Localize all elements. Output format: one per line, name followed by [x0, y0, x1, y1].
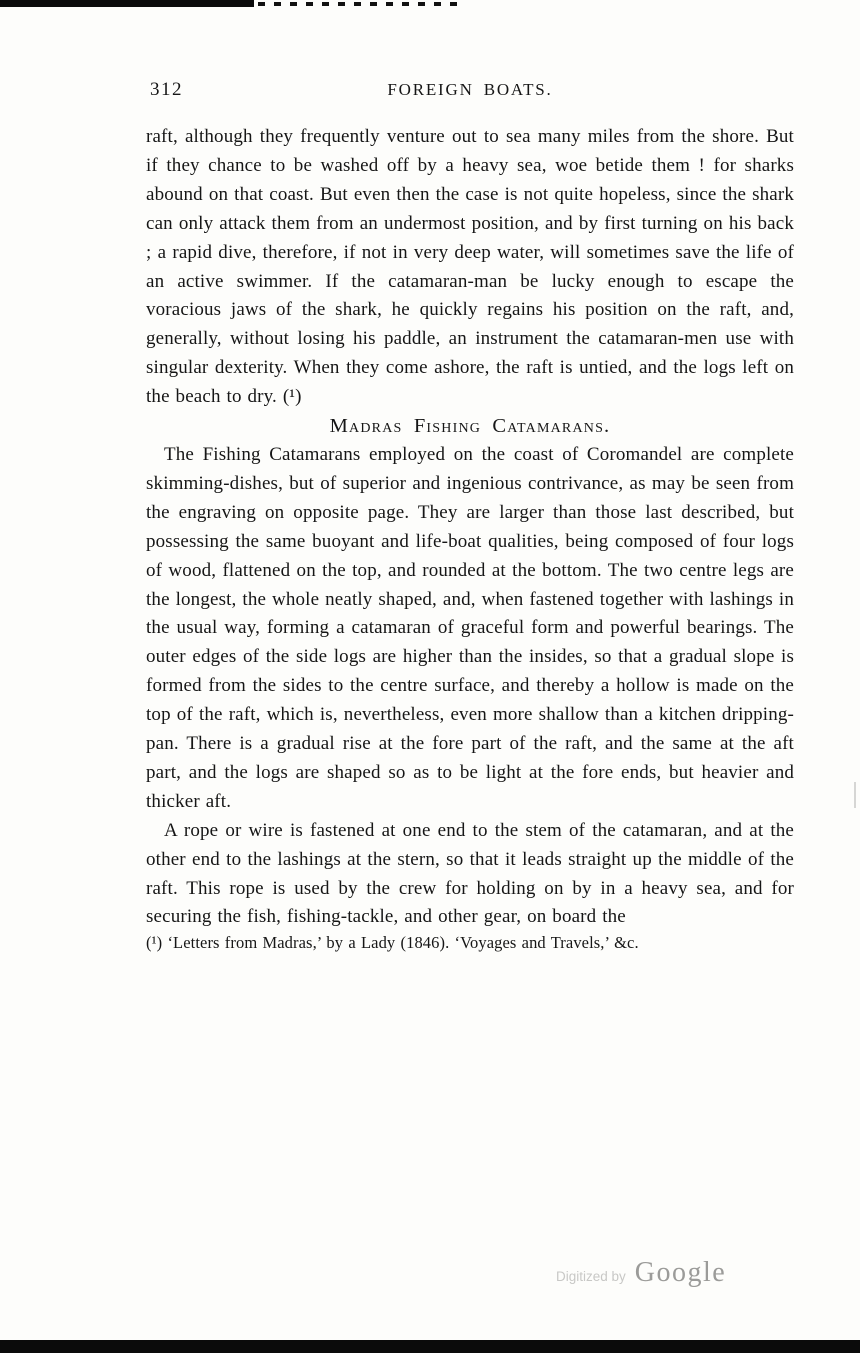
google-logo: Google — [634, 1257, 727, 1288]
body-paragraph-3: A rope or wire is fastened at one end to the stem of the catamaran, and at the other end to the lashings at the stern, so that it leads straight up the middle of the raft. This rope is used by the crew for holding on by in a heavy sea, and for securing the fish, fishing-tackle, and other gear, on board the — [146, 819, 794, 928]
running-title: FOREIGN BOATS. — [387, 80, 553, 99]
page-header — [146, 78, 794, 104]
scan-artifact-bottom — [0, 1340, 860, 1353]
section-heading: Madras Fishing Catamarans. — [329, 415, 611, 438]
footnote: (¹) ‘Letters from Madras,’ by a Lady (1846). ‘Voyages and Travels,’ &c. — [146, 933, 639, 953]
scan-artifact-top — [0, 0, 254, 7]
scan-artifact-right — [854, 782, 856, 808]
page-body — [146, 123, 794, 954]
watermark — [556, 1257, 726, 1289]
watermark-prefix: Digitized by — [556, 1269, 626, 1284]
body-paragraph-2: The Fishing Catamarans employed on the coast of Coromandel are complete skimming-dishes, but of superior and ingenious contrivance, as may be seen from the engraving on opposite page. They are larger than those last described, but possessing the same buoyant and life-boat qualities, being composed of four logs of wood, flattened on the top, and rounded at the bottom. The two centre legs are the longest, the whole neatly shaped, and, when fastened together with lashings in the usual way, forming a catamaran of graceful form and powerful bearings. The outer edges of the side logs are higher than the insides, so that a gradual slope is formed from the sides to the centre surface, and thereby a hollow is made on the top of the raft, which is, nevertheless, even more shallow than a kitchen dripping-pan. There is a gradual rise at the fore part of the raft, and the same at the aft part, and the logs are shaped so as to be light at the fore ends, but heavier and thicker aft. — [146, 443, 794, 812]
scan-artifact-top-dashes — [258, 2, 458, 6]
body-paragraph-1: raft, although they frequently venture out to sea many miles from the shore. But if they chance to be washed off by a heavy sea, woe betide them ! for sharks abound on that coast. But even then the case is not quite hopeless, since the shark can only attack them from an undermost position, and by first turning on his back ; a rapid dive, therefore, if not in very deep water, will sometimes save the life of an active swimmer. If the catamaran-man be lucky enough to escape the voracious jaws of the shark, he quickly regains his position on the raft, and, generally, without losing his paddle, an instrument the catamaran-men use with singular dexterity. When they come ashore, the raft is untied, and the logs left on the beach to dry. (¹) — [146, 126, 794, 408]
page-number: 312 — [150, 79, 183, 100]
